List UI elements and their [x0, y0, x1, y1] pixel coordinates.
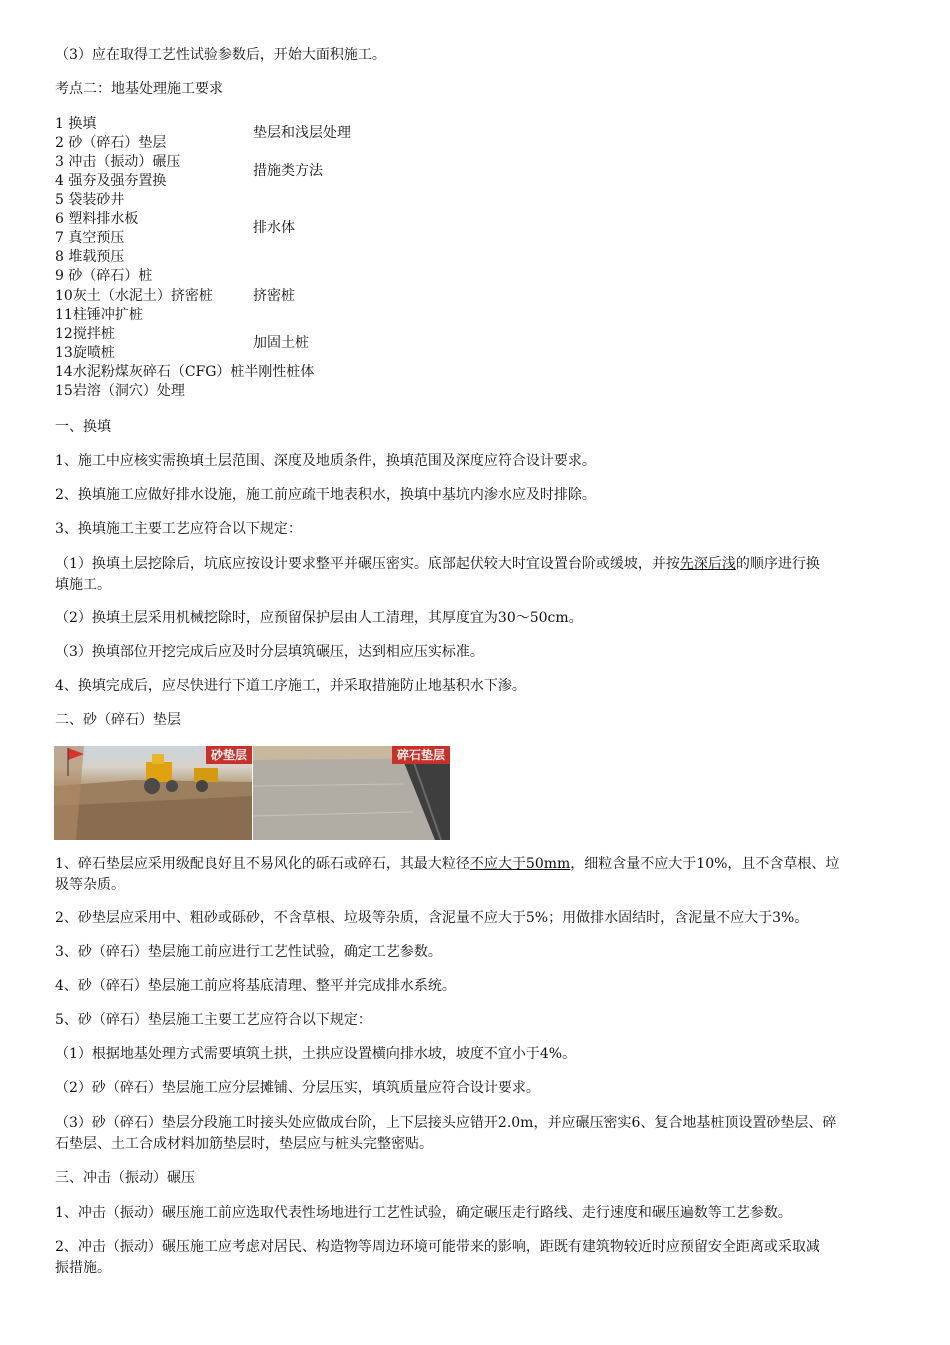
paragraph: [55, 1113, 900, 1155]
text-run: 振措施。: [55, 1260, 111, 1276]
text-run: 石垫层、土工合成材料加筋垫层时，垫层应与桩头完整密贴。: [55, 1136, 433, 1152]
paragraph: 3、砂（碎石）垫层施工前应进行工艺性试验，确定工艺参数。: [55, 944, 442, 960]
heading-huantian: 一、换填: [55, 419, 111, 435]
paragraph: （3）换填部位开挖完成后应及时分层填筑碾压，达到相应压实标准。: [55, 644, 484, 660]
construction-photos: [54, 746, 450, 840]
text-run: 圾等杂质。: [55, 877, 125, 893]
category-label: 措施类方法: [253, 163, 323, 179]
paragraph: [55, 854, 900, 896]
text-run: 2、冲击（振动）碾压施工应考虑对居民、构造物等周边环境可能带来的影响，距既有建筑物较近时应预留安全距离或采取减: [55, 1239, 820, 1255]
text-run: 1、碎石垫层应采用级配良好且不易风化的砾石或碎石，其最大粒径: [55, 856, 470, 872]
list-item: 8 堆载预压: [55, 249, 125, 265]
paragraph: （1）根据地基处理方式需要填筑土拱，土拱应设置横向排水坡，坡度不宜小于4%。: [55, 1046, 577, 1062]
heading-sand-gravel-cushion: 二、砂（碎石）垫层: [55, 712, 181, 728]
list-item: 15岩溶（洞穴）处理: [55, 383, 185, 399]
paragraph: 1、施工中应核实需换填土层范围、深度及地质条件，换填范围及深度应符合设计要求。: [55, 453, 596, 469]
list-item: 13旋喷桩: [55, 345, 115, 361]
text-run: 的顺序进行换: [735, 556, 820, 572]
paragraph: 1、冲击（振动）碾压施工前应选取代表性场地进行工艺性试验，确定碾压走行路线、走行速度和碾压遍数等工艺参数。: [55, 1205, 792, 1221]
underlined-term: 不应大于50mm: [469, 856, 571, 872]
gravel-cushion-photo: [253, 746, 450, 840]
category-label: 垫层和浅层处理: [253, 125, 351, 141]
list-item: 2 砂（碎石）垫层: [55, 135, 167, 151]
photo-label-sand: 砂垫层: [206, 746, 252, 764]
paragraph: 2、砂垫层应采用中、粗砂或砾砂，不含草根、垃圾等杂质，含泥量不应大于5%；用做排水固结时，含泥量不应大于3%。: [55, 910, 809, 926]
section-title: 考点二：地基处理施工要求: [55, 81, 223, 97]
text-run: ，细粒含量不应大于10%，且不含草根、垃: [570, 856, 840, 872]
category-label: 挤密桩: [253, 288, 295, 304]
paragraph: 3、换填施工主要工艺应符合以下规定：: [55, 521, 302, 537]
list-item: 11柱锤冲扩桩: [55, 307, 143, 323]
text-run: 填施工。: [55, 577, 111, 593]
list-item: 4 强夯及强夯置换: [55, 173, 167, 189]
list-item: 7 真空预压: [55, 230, 125, 246]
heading-impact-compaction: 三、冲击（振动）碾压: [55, 1170, 195, 1186]
paragraph: 4、换填完成后，应尽快进行下道工序施工，并采取措施防止地基积水下渗。: [55, 678, 526, 694]
intro-line: （3）应在取得工艺性试验参数后，开始大面积施工。: [55, 47, 386, 63]
category-label: 加固土桩: [253, 335, 309, 351]
photo-label-gravel: 碎石垫层: [392, 746, 450, 764]
list-item: 10灰土（水泥土）挤密桩: [55, 288, 213, 304]
list-item: 9 砂（碎石）桩: [55, 268, 153, 284]
list-item: 3 冲击（振动）碾压: [55, 154, 181, 170]
paragraph: （2）换填土层采用机械挖除时，应预留保护层由人工清理，其厚度宜为30～50cm。: [55, 610, 583, 626]
underlined-term: 先深后浅: [679, 556, 736, 572]
list-item: 14水泥粉煤灰碎石（CFG）桩半刚性桩体: [55, 364, 315, 380]
list-item: 12搅拌桩: [55, 326, 115, 342]
paragraph: 5、砂（碎石）垫层施工主要工艺应符合以下规定：: [55, 1012, 372, 1028]
list-item: 1 换填: [55, 116, 97, 132]
text-run: （3）砂（碎石）垫层分段施工时接头处应做成台阶，上下层接头应错开2.0m，并应碾压密实6、复合地基桩顶设置砂垫层、碎: [55, 1115, 837, 1131]
sand-cushion-photo: [54, 746, 252, 840]
paragraph: [55, 1237, 900, 1279]
list-item: 5 袋装砂井: [55, 192, 125, 208]
category-label: 排水体: [253, 220, 295, 236]
paragraph: 2、换填施工应做好排水设施，施工前应疏干地表积水，换填中基坑内渗水应及时排除。: [55, 487, 596, 503]
list-item: 6 塑料排水板: [55, 211, 139, 227]
paragraph: （2）砂（碎石）垫层施工应分层摊铺、分层压实，填筑质量应符合设计要求。: [55, 1080, 540, 1096]
text-run: （1）换填土层挖除后，坑底应按设计要求整平并碾压密实。底部起伏较大时宜设置台阶或缓坡，并按: [55, 556, 680, 572]
paragraph: [55, 554, 900, 596]
paragraph: 4、砂（碎石）垫层施工前应将基底清理、整平并完成排水系统。: [55, 978, 456, 994]
